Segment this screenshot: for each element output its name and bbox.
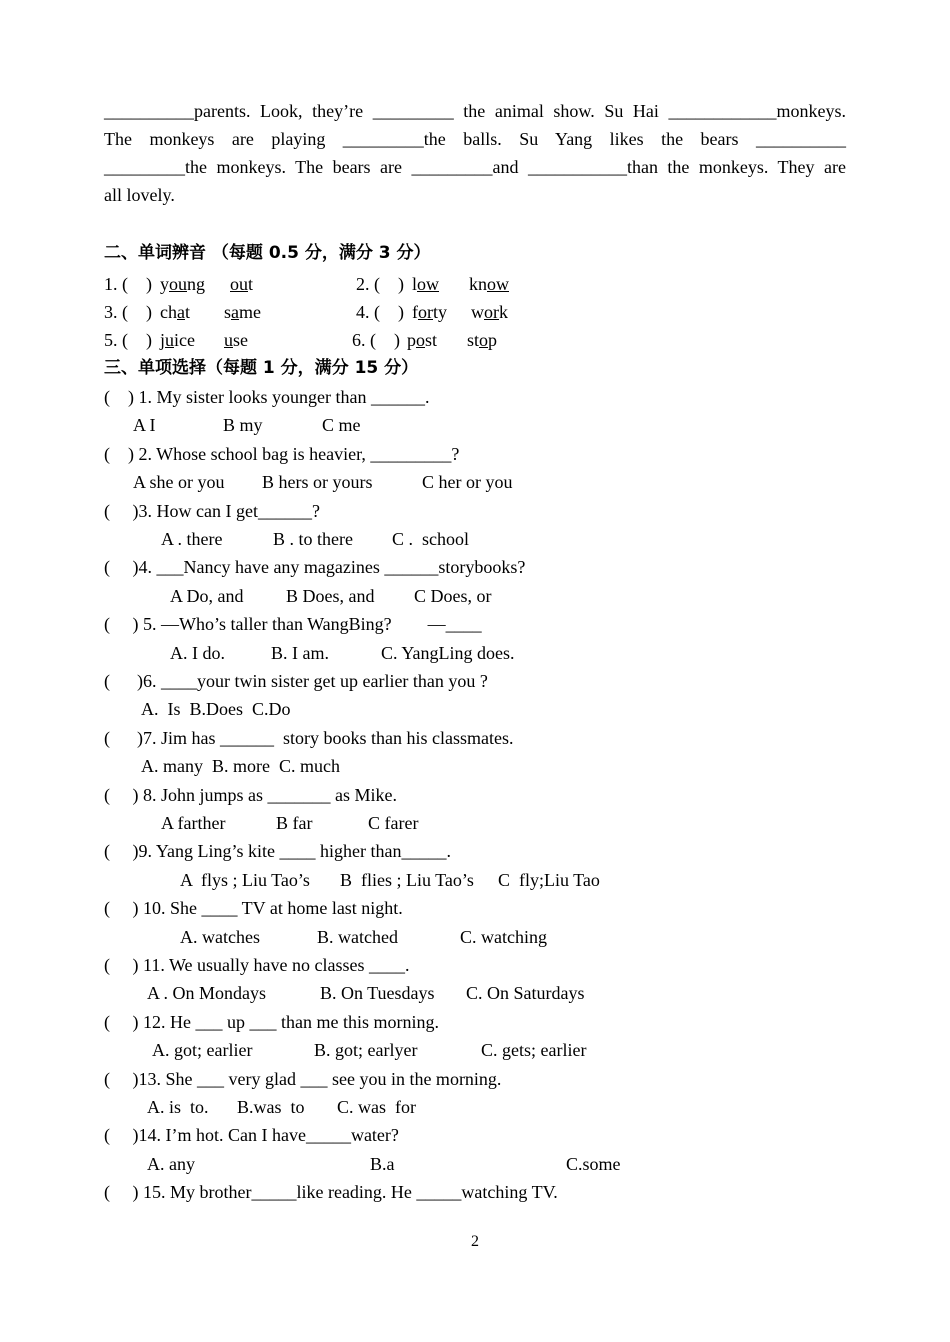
question-4-option-b: B Does, and <box>286 585 375 606</box>
phonics-word <box>160 329 195 351</box>
question-3-option-a: A . there <box>161 529 223 549</box>
question-1-option-a: A I <box>133 415 156 436</box>
question-7: ( )7. Jim has ______ story books than his classmates. <box>104 727 514 748</box>
question-13-option-b: B.was to <box>237 1097 305 1117</box>
word-part: ice <box>174 330 195 350</box>
section2-title: 二、单词辨音 （每题 0.5 分，满分 3 分） <box>104 243 431 263</box>
passage-line-3: _________the monkeys. The bears are _________and ___________than the monkeys. They are <box>104 157 846 177</box>
word-part: st <box>425 330 438 350</box>
phonics-word <box>224 301 261 323</box>
question-3-option-c: C . school <box>392 529 470 549</box>
phonics-word <box>407 329 437 351</box>
underlined-letters: u <box>224 330 233 350</box>
page-number: 2 <box>471 1233 479 1250</box>
word-part: k <box>499 302 508 322</box>
phonics-item-number: 4. ( ) <box>356 302 409 322</box>
phonics-word <box>412 273 439 295</box>
section3-title: 三、单项选择（每题 1 分，满分 15 分） <box>104 358 419 378</box>
question-3-option-b: B . to there <box>273 529 353 549</box>
phonics-word <box>224 329 248 351</box>
phonics-item-number: 2. ( ) <box>356 274 409 294</box>
passage-line-2: The monkeys are playing _________the balls. Su Yang likes the bears __________ <box>104 129 846 149</box>
phonics-word <box>160 273 205 295</box>
underlined-letters: ou <box>230 274 248 294</box>
phonics-word <box>230 273 253 295</box>
question-8-option-c: C farer <box>368 813 419 833</box>
question-10-option-b: B. watched <box>317 926 398 947</box>
word-part: t <box>248 274 254 294</box>
word-part: f <box>412 302 418 322</box>
phonics-item-number: 3. ( ) <box>104 302 157 322</box>
word-part: y <box>160 274 169 294</box>
phonics-word <box>412 301 447 323</box>
word-part: j <box>160 330 166 350</box>
underlined-letters: o <box>479 330 489 350</box>
question-13: ( )13. She ___ very glad ___ see you in the morning. <box>104 1068 502 1089</box>
question-3: ( )3. How can I get______? <box>104 500 320 521</box>
word-part: l <box>412 274 418 294</box>
word-part: st <box>467 330 480 350</box>
question-14-option-b: B.a <box>370 1153 395 1174</box>
question-5-option-c: C. YangLing does. <box>381 642 515 663</box>
phonics-word <box>467 329 497 351</box>
question-11-option-c: C. On Saturdays <box>466 983 585 1004</box>
question-2-option-c: C her or you <box>422 472 513 493</box>
word-part: kn <box>469 274 487 294</box>
word-part: me <box>239 302 262 322</box>
question-9-option-b: B flies ; Liu Tao’s <box>340 869 474 890</box>
underlined-letters: or <box>418 302 433 322</box>
question-15: ( ) 15. My brother_____like reading. He _____watching TV. <box>104 1182 558 1203</box>
phonics-word <box>160 301 190 323</box>
phonics-word <box>469 273 509 295</box>
underlined-letters: or <box>484 302 499 322</box>
word-part: ng <box>187 274 205 294</box>
question-14-option-a: A. any <box>147 1153 195 1174</box>
question-12-option-c: C. gets; earlier <box>481 1040 587 1061</box>
word-part: ch <box>160 302 177 322</box>
question-8-option-a: A farther <box>161 813 226 833</box>
question-9-option-c: C fly;Liu Tao <box>498 869 600 890</box>
word-part: s <box>224 302 232 322</box>
question-2-option-a: A she or you <box>133 472 225 493</box>
question-7-option-a: A. many B. more C. much <box>141 756 340 777</box>
question-5-option-b: B. I am. <box>271 642 329 663</box>
word-part: ty <box>433 302 448 322</box>
word-part: p <box>407 330 416 350</box>
word-part: p <box>488 330 498 350</box>
question-6-option-a: A. Is B.Does C.Do <box>141 699 291 720</box>
underlined-letters: ow <box>417 274 440 294</box>
question-5: ( ) 5. —Who’s taller than WangBing? —____ <box>104 614 482 635</box>
question-10-option-a: A. watches <box>180 926 260 947</box>
underlined-letters: a <box>177 302 185 322</box>
question-4-option-a: A Do, and <box>170 585 244 606</box>
question-11-option-b: B. On Tuesdays <box>320 983 435 1004</box>
word-part: t <box>185 302 191 322</box>
question-1-option-b: B my <box>223 415 263 436</box>
question-8: ( ) 8. John jumps as _______ as Mike. <box>104 784 397 805</box>
question-8-option-b: B far <box>276 813 313 833</box>
word-part: w <box>471 302 484 322</box>
question-9-option-a: A flys ; Liu Tao’s <box>180 869 310 890</box>
question-6: ( )6. ____your twin sister get up earlier than you ? <box>104 671 488 691</box>
question-9: ( )9. Yang Ling’s kite ____ higher than_____. <box>104 841 451 862</box>
question-13-option-a: A. is to. <box>147 1097 209 1117</box>
passage-line-4: all lovely. <box>104 185 175 205</box>
question-4-option-c: C Does, or <box>414 585 492 606</box>
question-2-option-b: B hers or yours <box>262 472 373 493</box>
question-11-option-a: A . On Mondays <box>147 983 267 1004</box>
phonics-item-number: 6. ( ) <box>352 330 405 350</box>
question-5-option-a: A. I do. <box>170 642 225 663</box>
phonics-word <box>471 301 508 323</box>
underlined-letters: a <box>231 302 240 322</box>
phonics-item-number: 1. ( ) <box>104 274 157 294</box>
question-12: ( ) 12. He ___ up ___ than me this morning. <box>104 1011 439 1032</box>
question-14-option-c: C.some <box>566 1153 621 1174</box>
underlined-letters: u <box>165 330 175 350</box>
word-part: se <box>233 330 248 350</box>
question-13-option-c: C. was for <box>337 1097 416 1117</box>
underlined-letters: ou <box>169 274 187 294</box>
question-12-option-b: B. got; earlyer <box>314 1040 418 1061</box>
passage-line-1: __________parents. Look, they’re _________ the animal show. Su Hai ____________monkeys. <box>104 101 846 121</box>
question-1-option-c: C me <box>322 415 361 436</box>
phonics-item-number: 5. ( ) <box>104 330 157 350</box>
question-1: ( ) 1. My sister looks younger than ______. <box>104 387 430 407</box>
question-11: ( ) 11. We usually have no classes ____. <box>104 955 410 975</box>
question-14: ( )14. I’m hot. Can I have_____water? <box>104 1125 399 1146</box>
question-2: ( ) 2. Whose school bag is heavier, _________? <box>104 443 460 464</box>
question-10-option-c: C. watching <box>460 926 547 947</box>
underlined-letters: ow <box>487 274 509 294</box>
question-4: ( )4. ___Nancy have any magazines ______storybooks? <box>104 557 526 578</box>
question-12-option-a: A. got; earlier <box>152 1040 253 1061</box>
question-10: ( ) 10. She ____ TV at home last night. <box>104 898 403 919</box>
underlined-letters: o <box>416 330 425 350</box>
